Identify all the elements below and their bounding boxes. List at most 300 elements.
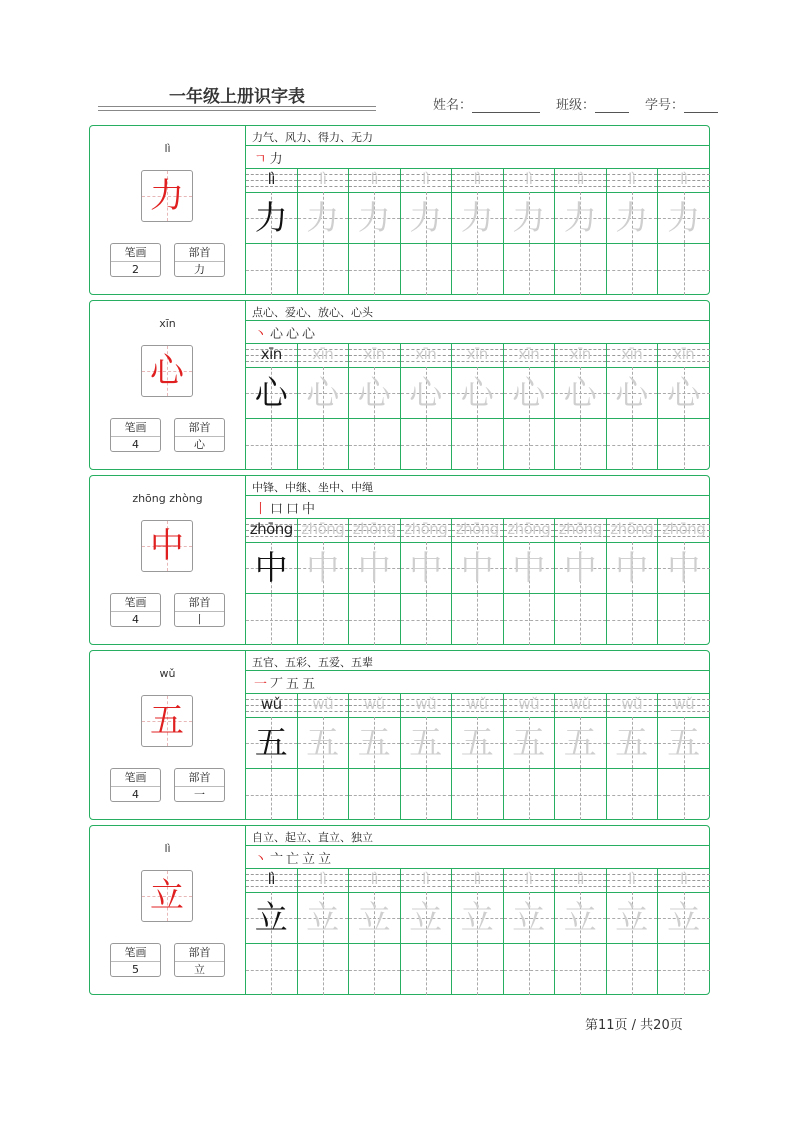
practice-cell[interactable] [452,343,504,469]
pinyin-lines [401,168,452,193]
blank-box[interactable] [504,769,555,820]
stroke-step: 心 [270,326,284,342]
practice-pinyin: wǔ [363,695,385,713]
blank-box[interactable] [658,419,710,470]
practice-pinyin: lì [628,870,636,888]
blank-box[interactable] [658,769,710,820]
blank-box[interactable] [401,944,452,995]
practice-cell[interactable] [658,168,710,294]
practice-pinyin: zhōng [455,520,499,538]
practice-cell[interactable] [658,343,710,469]
blank-box[interactable] [246,419,297,470]
trace-box [452,192,503,244]
blank-box[interactable] [658,594,710,645]
blank-box[interactable] [607,594,658,645]
blank-box[interactable] [504,594,555,645]
example-words: 点心、爱心、放心、心头 [252,306,373,319]
example-words: 力气、风力、得力、无力 [252,131,373,144]
name-field[interactable] [472,100,540,113]
blank-box[interactable] [452,944,503,995]
radical-label: 部首 [175,419,224,437]
blank-box[interactable] [298,419,349,470]
practice-char: 力 [563,198,597,237]
char-info-panel [90,126,246,294]
practice-cell[interactable] [401,518,453,644]
practice-char: 中 [306,548,340,587]
pinyin-lines [246,343,297,368]
practice-grid [246,168,709,294]
stroke-count-box [110,768,161,802]
blank-box[interactable] [401,594,452,645]
practice-cell[interactable] [349,343,401,469]
practice-cell[interactable] [607,168,659,294]
practice-cell[interactable] [298,343,350,469]
char-card [89,825,710,995]
stroke-order [254,498,315,516]
practice-char: 五 [667,723,701,762]
practice-cell[interactable] [452,168,504,294]
stroke-count-box [110,593,161,627]
stroke-count-value: 5 [132,963,139,976]
practice-char: 五 [409,723,443,762]
stroke-count-label: 笔画 [111,944,160,962]
blank-box[interactable] [246,594,297,645]
trace-box [246,542,297,594]
pinyin-lines [349,168,400,193]
stroke-count-label: 笔画 [111,594,160,612]
trace-box [452,367,503,419]
trace-box [555,542,606,594]
pinyin-lines [555,168,606,193]
practice-cell[interactable] [555,693,607,819]
practice-pinyin: lì [576,870,584,888]
practice-cell[interactable] [349,868,401,994]
practice-char: 中 [357,548,391,587]
practice-cell[interactable] [658,693,710,819]
practice-char: 力 [667,198,701,237]
practice-char: 中 [409,548,443,587]
stroke-count-value: 4 [132,613,139,626]
blank-box[interactable] [349,419,400,470]
blank-box[interactable] [349,594,400,645]
practice-char: 立 [306,898,340,937]
practice-cell[interactable] [555,518,607,644]
practice-cell[interactable] [504,518,556,644]
name-label: 姓名： [433,98,473,113]
trace-box [298,717,349,769]
pinyin-lines [607,168,658,193]
practice-cell[interactable] [246,693,298,819]
trace-box [401,542,452,594]
pinyin-lines [401,868,452,893]
practice-cell[interactable] [246,868,298,994]
practice-pinyin: lì [267,170,275,188]
practice-char: 五 [460,723,494,762]
pinyin-lines [246,868,297,893]
practice-cell[interactable] [658,868,710,994]
char-card [89,300,710,470]
id-field[interactable] [684,100,718,113]
trace-box [607,717,658,769]
blank-box[interactable] [452,769,503,820]
char-box [141,520,193,572]
pinyin-lines [555,518,606,543]
practice-pinyin: lì [422,170,430,188]
practice-cell[interactable] [401,693,453,819]
stroke-count-box [110,243,161,277]
practice-pinyin: wǔ [621,695,643,713]
pinyin-lines [452,518,503,543]
radical-value: 一 [194,788,205,801]
example-words: 自立、起立、直立、独立 [252,831,373,844]
practice-panel [246,476,709,644]
trace-box [298,542,349,594]
pinyin-lines [349,518,400,543]
trace-box [607,892,658,944]
stroke-step: ㄱ [254,151,267,167]
pinyin-lines [658,168,710,193]
trace-box [349,192,400,244]
practice-cell[interactable] [504,168,556,294]
practice-cell[interactable] [298,518,350,644]
trace-box [401,192,452,244]
practice-pinyin: xīn [518,345,540,363]
char-info-panel [90,826,246,994]
practice-pinyin: xīn [415,345,437,363]
practice-pinyin: xīn [466,345,488,363]
char-glyph: 五 [150,701,184,741]
practice-cell[interactable] [349,518,401,644]
practice-pinyin: lì [680,170,688,188]
practice-char: 五 [306,723,340,762]
pinyin-lines [246,693,297,718]
trace-box [607,192,658,244]
practice-char: 立 [615,898,649,937]
practice-char: 心 [512,373,546,412]
trace-box [504,717,555,769]
practice-cell[interactable] [401,168,453,294]
practice-cell[interactable] [555,168,607,294]
practice-cell[interactable] [504,343,556,469]
trace-box [298,192,349,244]
blank-box[interactable] [504,419,555,470]
pinyin-lines [298,518,349,543]
practice-cell[interactable] [452,868,504,994]
radical-label: 部首 [175,944,224,962]
stroke-step: 心 [302,326,316,342]
stroke-step: 亠 [270,851,284,867]
practice-cell[interactable] [246,168,298,294]
practice-cell[interactable] [607,693,659,819]
practice-cell[interactable] [401,868,453,994]
trace-box [349,892,400,944]
practice-char: 心 [563,373,597,412]
blank-box[interactable] [401,244,452,295]
practice-cell[interactable] [555,343,607,469]
blank-box[interactable] [504,944,555,995]
pinyin-lines [452,868,503,893]
blank-box[interactable] [504,244,555,295]
practice-pinyin: wǔ [518,695,540,713]
stroke-order [254,673,315,691]
blank-box[interactable] [607,944,658,995]
practice-pinyin: wǔ [466,695,488,713]
char-info-panel [90,476,246,644]
stroke-step: 亡 [286,851,300,867]
trace-box [401,367,452,419]
practice-pinyin: wǔ [312,695,334,713]
blank-box[interactable] [349,244,400,295]
class-field[interactable] [595,100,629,113]
trace-box [504,367,555,419]
char-glyph: 力 [150,176,184,216]
practice-pinyin: zhōng [558,520,602,538]
blank-box[interactable] [607,769,658,820]
blank-box[interactable] [607,419,658,470]
stroke-step: 心 [286,326,300,342]
practice-char: 立 [512,898,546,937]
blank-box[interactable] [246,944,297,995]
char-info-panel [90,301,246,469]
practice-pinyin: zhōng [610,520,654,538]
practice-cell[interactable] [504,693,556,819]
practice-pinyin: lì [576,170,584,188]
pinyin-lines [401,693,452,718]
char-pinyin: wǔ [159,667,176,680]
blank-box[interactable] [658,244,710,295]
stroke-step: 丶 [254,326,268,342]
practice-char: 力 [409,198,443,237]
pinyin-lines [298,168,349,193]
pinyin-lines [246,168,297,193]
practice-cell[interactable] [246,518,298,644]
practice-char: 力 [357,198,391,237]
blank-box[interactable] [452,594,503,645]
char-box [141,345,193,397]
practice-char: 心 [306,373,340,412]
stroke-step: 立 [302,851,316,867]
practice-cell[interactable] [607,868,659,994]
trace-box [401,892,452,944]
page-number: 第11页 / 共20页 [585,1018,683,1033]
pinyin-lines [607,343,658,368]
practice-grid [246,868,709,994]
practice-char: 立 [563,898,597,937]
practice-char: 五 [357,723,391,762]
practice-char: 立 [460,898,494,937]
radical-value: 丨 [194,613,205,626]
stroke-count-value: 2 [132,263,139,276]
pinyin-lines [401,518,452,543]
trace-box [349,542,400,594]
example-words: 中锋、中继、坐中、中绳 [252,481,373,494]
pinyin-lines [504,168,555,193]
practice-char: 心 [667,373,701,412]
blank-box[interactable] [246,244,297,295]
practice-cell[interactable] [607,518,659,644]
blank-box[interactable] [452,244,503,295]
pinyin-lines [607,868,658,893]
practice-char: 心 [460,373,494,412]
pinyin-lines [504,868,555,893]
trace-box [401,717,452,769]
practice-char: 中 [615,548,649,587]
trace-box [658,892,710,944]
title-rule [98,110,376,111]
char-glyph: 立 [150,876,184,916]
practice-grid [246,693,709,819]
blank-box[interactable] [246,769,297,820]
practice-pinyin: zhōng [404,520,448,538]
char-info-panel [90,651,246,819]
radical-box [174,418,225,452]
practice-char: 中 [667,548,701,587]
blank-box[interactable] [555,244,606,295]
blank-box[interactable] [555,419,606,470]
practice-panel [246,651,709,819]
practice-pinyin: wǔ [673,695,695,713]
practice-char: 中 [512,548,546,587]
pinyin-lines [607,693,658,718]
trace-box [607,542,658,594]
practice-pinyin: lì [473,870,481,888]
practice-char: 五 [563,723,597,762]
practice-cell[interactable] [349,693,401,819]
blank-box[interactable] [298,594,349,645]
practice-panel [246,301,709,469]
stroke-step: 丆 [270,676,284,692]
stroke-step: 口 [286,501,300,517]
trace-box [607,367,658,419]
practice-pinyin: wǔ [415,695,437,713]
practice-cell[interactable] [298,693,350,819]
practice-char: 五 [254,723,288,762]
stroke-count-value: 4 [132,438,139,451]
pinyin-lines [349,343,400,368]
practice-pinyin: lì [473,170,481,188]
pinyin-lines [349,868,400,893]
pinyin-lines [555,693,606,718]
practice-pinyin: xīn [363,345,385,363]
trace-box [555,367,606,419]
blank-box[interactable] [298,244,349,295]
stroke-order [254,323,315,341]
stroke-count-box [110,943,161,977]
pinyin-lines [452,343,503,368]
practice-char: 心 [615,373,649,412]
blank-box[interactable] [349,769,400,820]
trace-box [452,892,503,944]
practice-cell[interactable] [349,168,401,294]
pinyin-lines [658,343,710,368]
practice-pinyin: lì [319,870,327,888]
blank-box[interactable] [298,769,349,820]
practice-cell[interactable] [607,343,659,469]
blank-box[interactable] [401,419,452,470]
practice-cell[interactable] [401,343,453,469]
blank-box[interactable] [298,944,349,995]
practice-cell[interactable] [452,518,504,644]
pinyin-lines [658,518,710,543]
page-title: 一年级上册识字表 [169,87,305,107]
pinyin-lines [452,693,503,718]
char-pinyin: zhōng zhòng [132,492,203,505]
practice-char: 立 [357,898,391,937]
stroke-step: 一 [254,676,268,692]
stroke-order [254,148,283,166]
blank-box[interactable] [401,769,452,820]
practice-cell[interactable] [555,868,607,994]
blank-box[interactable] [555,944,606,995]
example-words: 五官、五彩、五爱、五辈 [252,656,373,669]
practice-pinyin: lì [525,870,533,888]
blank-box[interactable] [607,244,658,295]
practice-pinyin: wǔ [260,695,282,713]
practice-pinyin: lì [422,870,430,888]
stroke-step: 力 [269,151,283,167]
pinyin-lines [658,693,710,718]
char-pinyin: lì [164,842,171,855]
practice-pinyin: xīn [621,345,643,363]
practice-cell[interactable] [298,868,350,994]
stroke-step: 立 [318,851,332,867]
pinyin-lines [504,343,555,368]
practice-cell[interactable] [298,168,350,294]
trace-box [658,192,710,244]
char-box [141,870,193,922]
practice-char: 中 [563,548,597,587]
practice-cell[interactable] [452,693,504,819]
practice-pinyin: xīn [569,345,591,363]
practice-char: 中 [460,548,494,587]
practice-pinyin: lì [680,870,688,888]
practice-pinyin: xīn [312,345,334,363]
practice-char: 力 [460,198,494,237]
stroke-count-label: 笔画 [111,419,160,437]
pinyin-lines [452,168,503,193]
char-card [89,125,710,295]
radical-label: 部首 [175,594,224,612]
stroke-count-box [110,418,161,452]
practice-char: 力 [254,198,288,237]
practice-pinyin: zhōng [352,520,396,538]
blank-box[interactable] [658,944,710,995]
practice-cell[interactable] [504,868,556,994]
practice-cell[interactable] [658,518,710,644]
trace-box [658,367,710,419]
practice-cell[interactable] [246,343,298,469]
practice-char: 心 [357,373,391,412]
practice-panel [246,126,709,294]
radical-label: 部首 [175,244,224,262]
radical-box [174,593,225,627]
radical-value: 立 [194,963,205,976]
trace-box [246,367,297,419]
practice-char: 五 [615,723,649,762]
trace-box [555,192,606,244]
blank-box[interactable] [349,944,400,995]
practice-pinyin: lì [267,870,275,888]
blank-box[interactable] [452,419,503,470]
blank-box[interactable] [555,594,606,645]
trace-box [658,717,710,769]
radical-label: 部首 [175,769,224,787]
blank-box[interactable] [555,769,606,820]
radical-value: 心 [194,438,205,451]
practice-pinyin: lì [319,170,327,188]
pinyin-lines [349,693,400,718]
char-box [141,695,193,747]
